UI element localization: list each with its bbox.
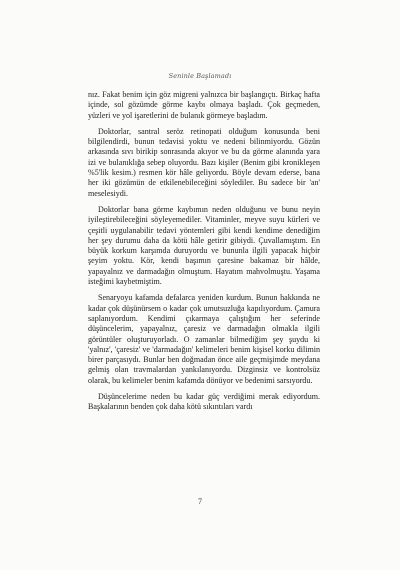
paragraph-3: Doktorlar bana görme kaybımın neden olduğunu ve bunu neyin iyileştirebileceğini söyleyemediler. Vitaminler, meyve suyu kürleri ve çeşitli uygulanabilir tedavi yöntemleri gibi kendi kendime denediğim her şey durumu daha da kötü hâle getirir gibiydi. Çuvallamıştım. En büyük korkum karşımda duruyordu ve bununla ilgili yapacak hiçbir şeyim yoktu. Kör, kendi başımın çaresine bakamaz bir hâlde, yapayalnız ve darmadağın olmuştum. Hayatım mahvolmuştu. Yaşama isteğimi kaybetmiştim. bbox=[88, 204, 320, 287]
paragraph-2: Doktorlar, santral seröz retinopati olduğum konusunda beni bilgilendirdi, bunun tedavisi yoktu ve nedeni bilinmiyordu. Gözün arkasında sıvı birikip sonrasında akıyor ve bu da görme alanında yara izi ve bulanıklığa sebep oluyordu. Bazı kişiler (Benim gibi kronikleşen %5'lik kesim.) resmen kör hâle geliyordu. Böyle devam ederse, bana her iki gözümün de etkilenebileceğini söylediler. Bu sadece bir 'an' meselesiydi. bbox=[88, 126, 320, 198]
body-text bbox=[88, 90, 320, 419]
running-title: Seninle Başlamadı bbox=[168, 72, 232, 80]
paragraph-5: Düşüncelerime neden bu kadar güç verdiğimi merak ediyordum. Başkalarının benden çok daha kötü sıkıntıları vardı bbox=[88, 392, 320, 412]
page-number: 7 bbox=[198, 497, 202, 506]
paragraph-1: nız. Fakat benim için göz migreni yalnızca bir başlangıçtı. Birkaç hafta içinde, sol gözümde görme kaybı olmaya başladı. Çok geçmeden, yüzleri ve yol işaretlerini de bulanık görmeye başladım. bbox=[88, 90, 320, 120]
paragraph-4: Senaryoyu kafamda defalarca yeniden kurdum. Bunun hakkında ne kadar çok düşünürsem o kadar çok umutsuzluğa kapılıyordum. Çamura saplanıyordum. Kendimi çıkarmaya çalıştığım her seferinde düşüncelerim, yapayalnız, çaresiz ve darmadağın olmakla ilgili görüntüler oluşturuyorladı. O zamanlar bilmediğim şey şuydu ki 'yalnız', 'çaresiz' ve 'darmadağın' kelimeleri benim kişisel korku dilimin birer parçasıydı. Bunlar ben doğmadan önce aile geçmişimde meydana gelmiş olan travmalardan yankılanıyordu. Dizginsiz ve kontrolsüz olarak, bu kelimeler benim kafamda dönüyor ve bedenimi sarsıyordu. bbox=[88, 293, 320, 385]
